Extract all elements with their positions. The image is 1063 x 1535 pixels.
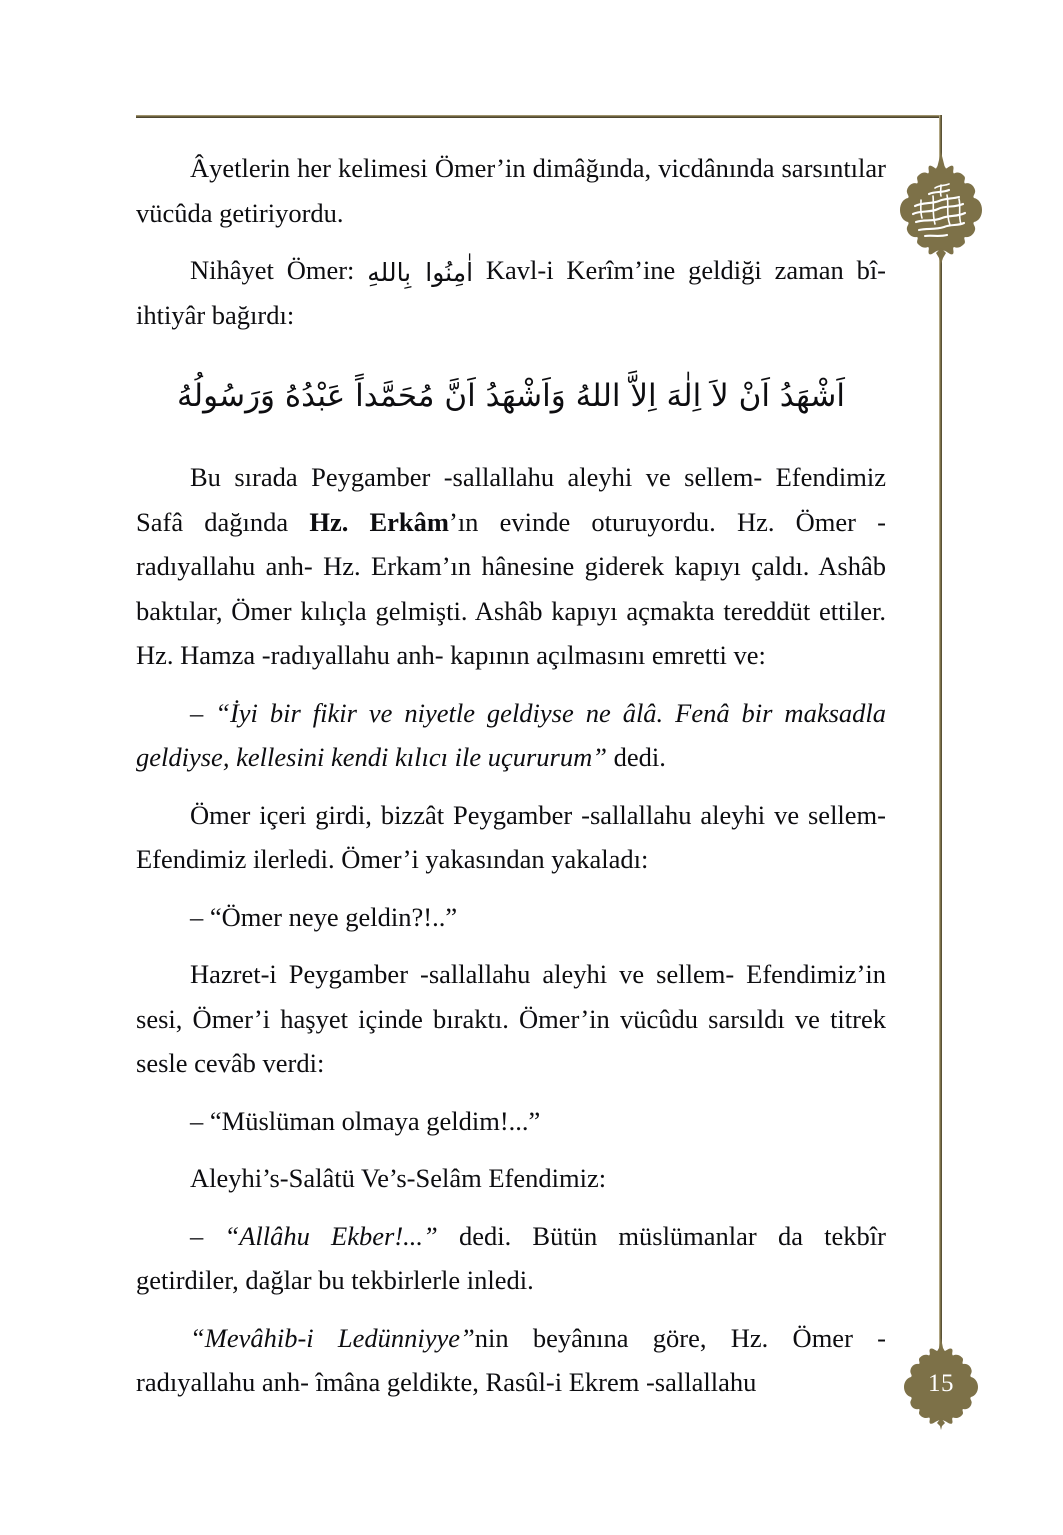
paragraph-12-tail: nin beyânına göre, Hz. Ömer -radıyallahu anh- îmâna geldikte, Rasûl-i Ekrem -sallallahu: [136, 1322, 886, 1397]
paragraph-10: Aleyhi’s-Salâtü Ve’s-Selâm Efendimiz:: [190, 1163, 607, 1193]
arabic-shahada-block: اَشْهَدُ اَنْ لاَ اِلٰهَ اِلاَّ اللهُ وَاَشْهَدُ اَنَّ مُحَمَّداً عَبْدُهُ وَرَسُولُهُ: [177, 378, 845, 414]
quote-dash: –: [190, 697, 216, 728]
body-text-column: [136, 146, 886, 1405]
paragraph-9-quote: – “Müslüman olmaya geldim!...”: [190, 1105, 541, 1136]
quote-text: “İyi bir fikir ve niyetle geldiyse ne âlâ. Fenâ bir maksadla geldiyse, kellesini kendi kılıcı ile uçururum”: [136, 697, 887, 772]
paragraph-7-quote: – “Ömer neye geldin?!..”: [190, 901, 458, 932]
top-gold-rule: [136, 115, 942, 118]
paragraph-2-tail: Kavl-i Kerîm’ine geldiği zaman bî-ihtiyâr bağırdı:: [136, 255, 886, 330]
book-title-mevahib: “Mevâhib-i Ledünniyye”: [190, 1322, 475, 1353]
paragraph-5-quote: [136, 691, 886, 780]
quote-tail: dedi. Bütün müslümanlar da tekbîr getirdiler, dağlar bu tekbirlerle inledi.: [136, 1220, 886, 1295]
paragraph-4-after: ’ın evinde oturuyordu. Hz. Ömer -radıyallahu anh- Hz. Erkam’ın hânesine giderek kapıyı çaldı. Ashâb baktılar, Ömer kılıçla gelmişti. Ashâb kapıyı açmakta tereddüt ettiler. Hz. Hamza -radıyallahu anh- kapının açılmasını emretti ve:: [136, 506, 886, 670]
paragraph-2: [136, 248, 886, 337]
paragraph-12: [136, 1316, 886, 1405]
page-number-medallion-icon: [899, 1338, 983, 1430]
ottoman-calligraphy-medallion-icon: [899, 152, 983, 264]
quote-tail: dedi.: [606, 742, 666, 772]
emphasis-hz-erkam: Hz. Erkâm: [309, 506, 449, 537]
arabic-inline-phrase: اٰمِنُوا بِاللهِ: [367, 258, 474, 287]
paragraph-1: Âyetlerin her kelimesi Ömer’in dimâğında, vicdânında sarsıntılar vücûda getiriyordu.: [136, 153, 886, 228]
paragraph-6: Ömer içeri girdi, bizzât Peygamber -sallallahu aleyhi ve sellem- Efendimiz ilerledi. Ömer’i yakasından yakaladı:: [136, 799, 886, 874]
paragraph-2-lead: Nihâyet Ömer:: [190, 255, 368, 285]
quote-dash: –: [190, 1220, 225, 1251]
paragraph-4-before: Bu sırada Peygamber -sallallahu aleyhi ve sellem- Efendimiz Safâ dağında: [136, 462, 886, 537]
right-gold-rule: [939, 115, 942, 1400]
quote-text-allahu-ekber: “Allâhu Ekber!...”: [224, 1220, 438, 1251]
page-number: 15: [928, 1370, 954, 1397]
paragraph-11-quote: [136, 1214, 886, 1303]
paragraph-4: [136, 455, 886, 678]
paragraph-8: Hazret-i Peygamber -sallallahu aleyhi ve sellem- Efendimiz’in sesi, Ömer’i haşyet içinde bıraktı. Ömer’in vücûdu sarsıldı ve titrek sesle cevâb verdi:: [136, 959, 886, 1078]
